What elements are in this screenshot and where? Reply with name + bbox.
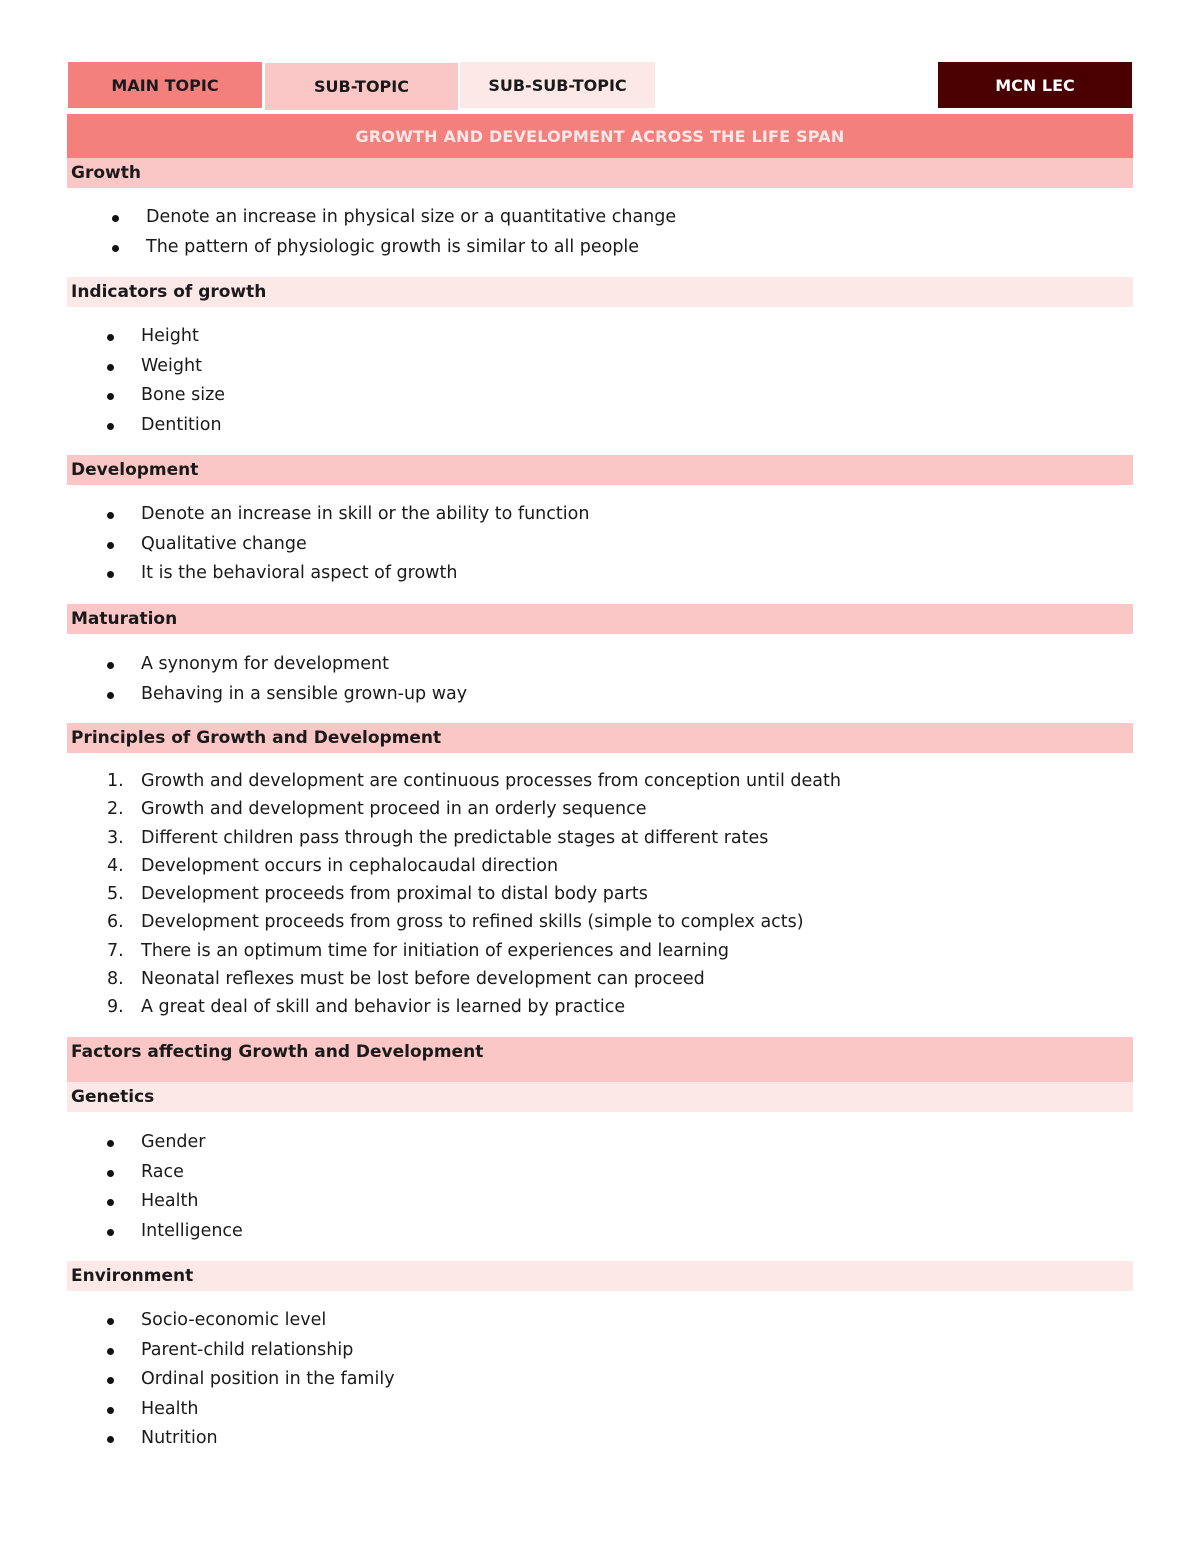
list-item-text: Health <box>141 1191 199 1211</box>
legend-sub-topic <box>265 63 458 110</box>
legend-sub-topic-label: SUB-TOPIC <box>314 77 409 96</box>
list-item-text: Qualitative change <box>141 533 307 554</box>
list-item-text: Dentition <box>141 414 222 435</box>
heading-maturation-text: Maturation <box>71 609 178 629</box>
list-development <box>141 500 589 589</box>
list-item-text: Nutrition <box>141 1428 218 1448</box>
list-number: 9. <box>107 997 124 1018</box>
heading-genetics <box>67 1082 1133 1112</box>
heading-principles-text: Principles of Growth and Development <box>71 728 442 748</box>
heading-environment <box>67 1261 1133 1291</box>
bullet-icon <box>107 692 114 699</box>
bullet-icon <box>107 512 114 519</box>
list-item-text: Development proceeds from proximal to distal body parts <box>141 884 648 905</box>
bullet-icon <box>107 1348 114 1355</box>
bullet-icon <box>107 542 114 549</box>
list-item-text: Bone size <box>141 385 226 405</box>
list-item <box>141 1306 395 1336</box>
bullet-icon <box>112 215 119 222</box>
heading-indicators-of-growth <box>67 277 1133 307</box>
list-item <box>107 937 841 965</box>
list-item-text: Neonatal reflexes must be lost before development can proceed <box>141 969 705 990</box>
list-item-text: Denote an increase in physical size or a quantitative change <box>146 207 677 227</box>
list-item-text: Health <box>141 1398 199 1419</box>
document-title-text: GROWTH AND DEVELOPMENT ACROSS THE LIFE SPAN <box>355 126 845 146</box>
list-item <box>107 965 841 993</box>
list-item <box>141 381 225 411</box>
list-item-text: Gender <box>141 1132 206 1152</box>
bullet-icon <box>107 423 114 430</box>
bullet-icon <box>107 662 114 669</box>
list-item <box>107 824 841 852</box>
list-number: 7. <box>107 940 124 961</box>
list-item <box>141 680 467 710</box>
heading-factors <box>67 1037 1133 1082</box>
list-item <box>141 530 589 560</box>
list-item-text: Denote an increase in skill or the ability to function <box>141 504 590 524</box>
list-item-text: Growth and development proceed in an orderly sequence <box>141 799 647 820</box>
heading-factors-text: Factors affecting Growth and Development <box>71 1042 484 1062</box>
list-item <box>141 559 589 589</box>
list-item <box>146 203 676 233</box>
list-item-text: Development proceeds from gross to refined skills (simple to complex acts) <box>141 912 804 933</box>
list-item <box>141 1187 243 1217</box>
list-indicators <box>141 322 225 440</box>
list-item-text: A synonym for development <box>141 654 389 674</box>
heading-indicators-text: Indicators of growth <box>71 282 267 302</box>
list-item-text: Race <box>141 1161 184 1182</box>
legend-main-topic <box>68 62 262 108</box>
bullet-icon <box>107 1377 114 1384</box>
document-title <box>67 114 1133 158</box>
list-item <box>107 795 841 823</box>
bullet-icon <box>107 364 114 371</box>
heading-principles <box>67 723 1133 753</box>
list-item-text: Development occurs in cephalocaudal direction <box>141 855 559 876</box>
list-item <box>141 1424 395 1454</box>
list-maturation <box>141 650 467 709</box>
bullet-icon <box>107 393 114 400</box>
list-item <box>141 1217 243 1247</box>
heading-genetics-text: Genetics <box>71 1087 155 1107</box>
list-item <box>141 1128 243 1158</box>
list-principles <box>107 767 841 1022</box>
heading-development-text: Development <box>71 460 199 480</box>
heading-maturation <box>67 604 1133 634</box>
list-item-text: Intelligence <box>141 1220 243 1241</box>
list-item-text: Weight <box>141 355 202 376</box>
list-item-text: There is an optimum time for initiation of experiences and learning <box>141 940 729 961</box>
list-item <box>141 411 225 441</box>
list-number: 4. <box>107 855 124 876</box>
list-number: 6. <box>107 912 124 933</box>
list-item <box>141 500 589 530</box>
bullet-icon <box>107 334 114 341</box>
bullet-icon <box>107 1436 114 1443</box>
bullet-icon <box>107 1407 114 1414</box>
bullet-icon <box>107 1140 114 1147</box>
list-growth <box>146 203 676 262</box>
list-item <box>107 852 841 880</box>
bullet-icon <box>107 1318 114 1325</box>
bullet-icon <box>107 571 114 578</box>
bullet-icon <box>107 1199 114 1206</box>
list-item <box>141 1365 395 1395</box>
list-item-text: Parent-child relationship <box>141 1339 354 1360</box>
list-item-text: Different children pass through the predictable stages at different rates <box>141 827 769 848</box>
bullet-icon <box>107 1229 114 1236</box>
list-item-text: Ordinal position in the family <box>141 1369 395 1389</box>
list-item <box>146 233 676 263</box>
legend-course-label: MCN LEC <box>995 75 1075 95</box>
bullet-icon <box>107 1170 114 1177</box>
list-item <box>141 650 467 680</box>
list-item-text: Growth and development are continuous processes from conception until death <box>141 771 841 791</box>
legend-sub-sub-topic <box>460 62 655 108</box>
list-item-text: It is the behavioral aspect of growth <box>141 563 458 583</box>
list-item <box>141 1336 395 1366</box>
list-item-text: The pattern of physiologic growth is similar to all people <box>146 236 640 257</box>
legend-main-topic-label: MAIN TOPIC <box>111 75 219 95</box>
list-number: 5. <box>107 884 124 905</box>
list-item <box>107 908 841 936</box>
list-item-text: Height <box>141 326 199 346</box>
list-item-text: A great deal of skill and behavior is learned by practice <box>141 997 626 1018</box>
list-number: 3. <box>107 827 124 848</box>
heading-development <box>67 455 1133 485</box>
list-item-text: Behaving in a sensible grown-up way <box>141 683 468 704</box>
list-item <box>141 1158 243 1188</box>
list-item <box>107 993 841 1021</box>
list-item-text: Socio-economic level <box>141 1310 327 1330</box>
heading-growth <box>67 158 1133 188</box>
list-genetics <box>141 1128 243 1246</box>
list-item <box>107 767 841 795</box>
bullet-icon <box>112 245 119 252</box>
list-number: 2. <box>107 799 124 820</box>
list-item <box>141 1395 395 1425</box>
legend-course <box>938 62 1132 108</box>
heading-growth-text: Growth <box>71 163 141 183</box>
list-item <box>107 880 841 908</box>
list-item <box>141 322 225 352</box>
list-item <box>141 352 225 382</box>
list-number: 8. <box>107 969 124 990</box>
list-number: 1. <box>107 771 124 791</box>
legend-sub-sub-topic-label: SUB-SUB-TOPIC <box>488 75 627 95</box>
heading-environment-text: Environment <box>71 1266 194 1286</box>
list-environment <box>141 1306 395 1454</box>
